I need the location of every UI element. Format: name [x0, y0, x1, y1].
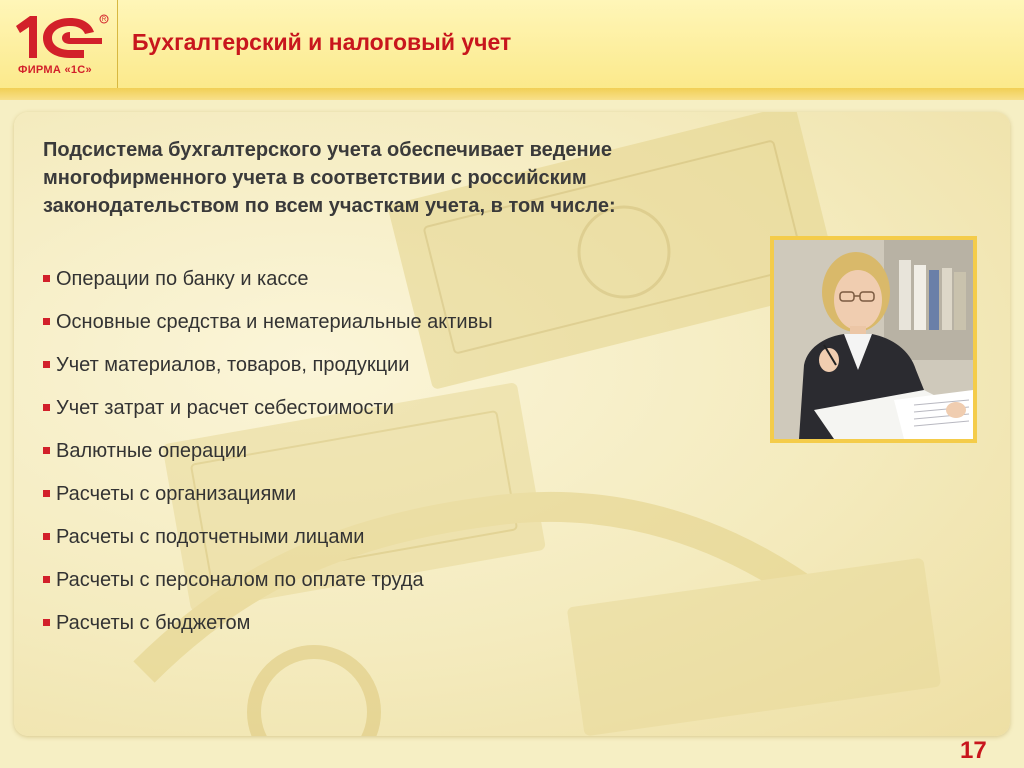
page-number: 17	[960, 737, 987, 764]
bullet-icon	[43, 361, 50, 368]
bullet-label: Расчеты с персоналом по оплате труда	[56, 569, 424, 591]
bullet-icon	[43, 404, 50, 411]
bullet-icon	[43, 275, 50, 282]
logo-subtitle: ФИРМА «1С»	[18, 64, 92, 76]
bullet-label: Валютные операции	[56, 440, 248, 462]
list-item	[43, 566, 723, 609]
svg-text:R: R	[101, 17, 107, 23]
list-item	[43, 609, 723, 652]
bullet-label: Расчеты с бюджетом	[56, 612, 251, 634]
bullet-label: Расчеты с подотчетными лицами	[56, 526, 365, 548]
bullet-list	[43, 265, 723, 652]
list-item	[43, 437, 723, 480]
bullet-label: Основные средства и нематериальные активы	[56, 311, 493, 333]
list-item	[43, 523, 723, 566]
bullet-icon	[43, 576, 50, 583]
list-item	[43, 265, 723, 308]
bullet-label: Учет материалов, товаров, продукции	[56, 354, 410, 376]
bullet-icon	[43, 318, 50, 325]
bullet-icon	[43, 447, 50, 454]
header	[0, 0, 1024, 92]
woman-at-desk-image	[774, 240, 973, 439]
page-title: Бухгалтерский и налоговый учет	[132, 29, 512, 55]
logo[interactable]	[0, 0, 118, 88]
list-item	[43, 351, 723, 394]
accountant-photo	[770, 236, 977, 443]
intro-text: Подсистема бухгалтерского учета обеспечивает ведение многофирменного учета в соответствии с российским законодательством по всем участкам учета, в том числе:	[43, 139, 616, 217]
bullet-icon	[43, 533, 50, 540]
bullet-label: Операции по банку и кассе	[56, 268, 309, 290]
list-item	[43, 480, 723, 523]
1c-logo-icon	[10, 10, 110, 64]
list-item	[43, 308, 723, 351]
header-band	[0, 88, 1024, 100]
bullet-label: Учет затрат и расчет себестоимости	[56, 397, 394, 419]
bullet-label: Расчеты с организациями	[56, 483, 297, 505]
list-item	[43, 394, 723, 437]
bullet-icon	[43, 619, 50, 626]
bullet-icon	[43, 490, 50, 497]
